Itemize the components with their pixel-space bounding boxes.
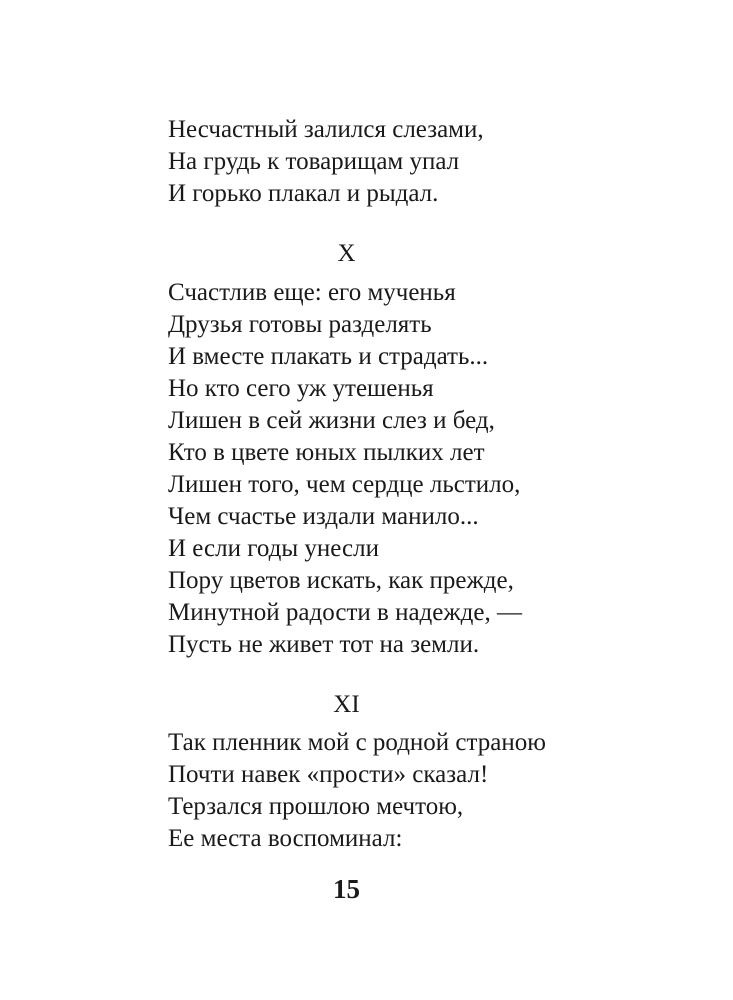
stanza-1	[168, 114, 484, 210]
page-number: 15	[333, 874, 360, 904]
section-heading-x: X	[337, 240, 356, 267]
verse-line: И горько плакал и рыдал.	[168, 180, 439, 207]
stanza-2	[168, 277, 522, 661]
verse-line: Лишен того, чем сердце льстило,	[168, 471, 521, 498]
verse-line: На грудь к товарищам упал	[168, 148, 460, 175]
verse-line: Кто в цвете юных пылких лет	[168, 439, 485, 466]
verse-line: Терзался прошлою мечтою,	[168, 793, 464, 820]
section-heading-xi: XI	[333, 691, 360, 718]
verse-line: И если годы унесли	[168, 535, 379, 562]
verse-line: Несчастный залился слезами,	[168, 116, 484, 143]
verse-line: И вместе плакать и страдать...	[168, 343, 489, 370]
verse-line: Почти навек «прости» сказал!	[168, 761, 489, 788]
verse-line: Ее места воспоминал:	[168, 825, 403, 852]
verse-line: Пору цветов искать, как прежде,	[168, 567, 514, 594]
verse-line: Минутной радости в надежде, —	[168, 599, 522, 626]
verse-line: Пусть не живет тот на земли.	[168, 631, 480, 658]
verse-line: Так пленник мой с родной страною	[168, 729, 546, 756]
verse-line: Друзья готовы разделять	[168, 311, 432, 338]
verse-line: Счастлив еще: его мученья	[168, 279, 456, 306]
stanza-3	[168, 727, 546, 855]
verse-line: Лишен в сей жизни слез и бед,	[168, 407, 495, 434]
verse-line: Чем счастье издали манило...	[168, 503, 479, 530]
verse-line: Но кто сего уж утешенья	[168, 375, 434, 402]
